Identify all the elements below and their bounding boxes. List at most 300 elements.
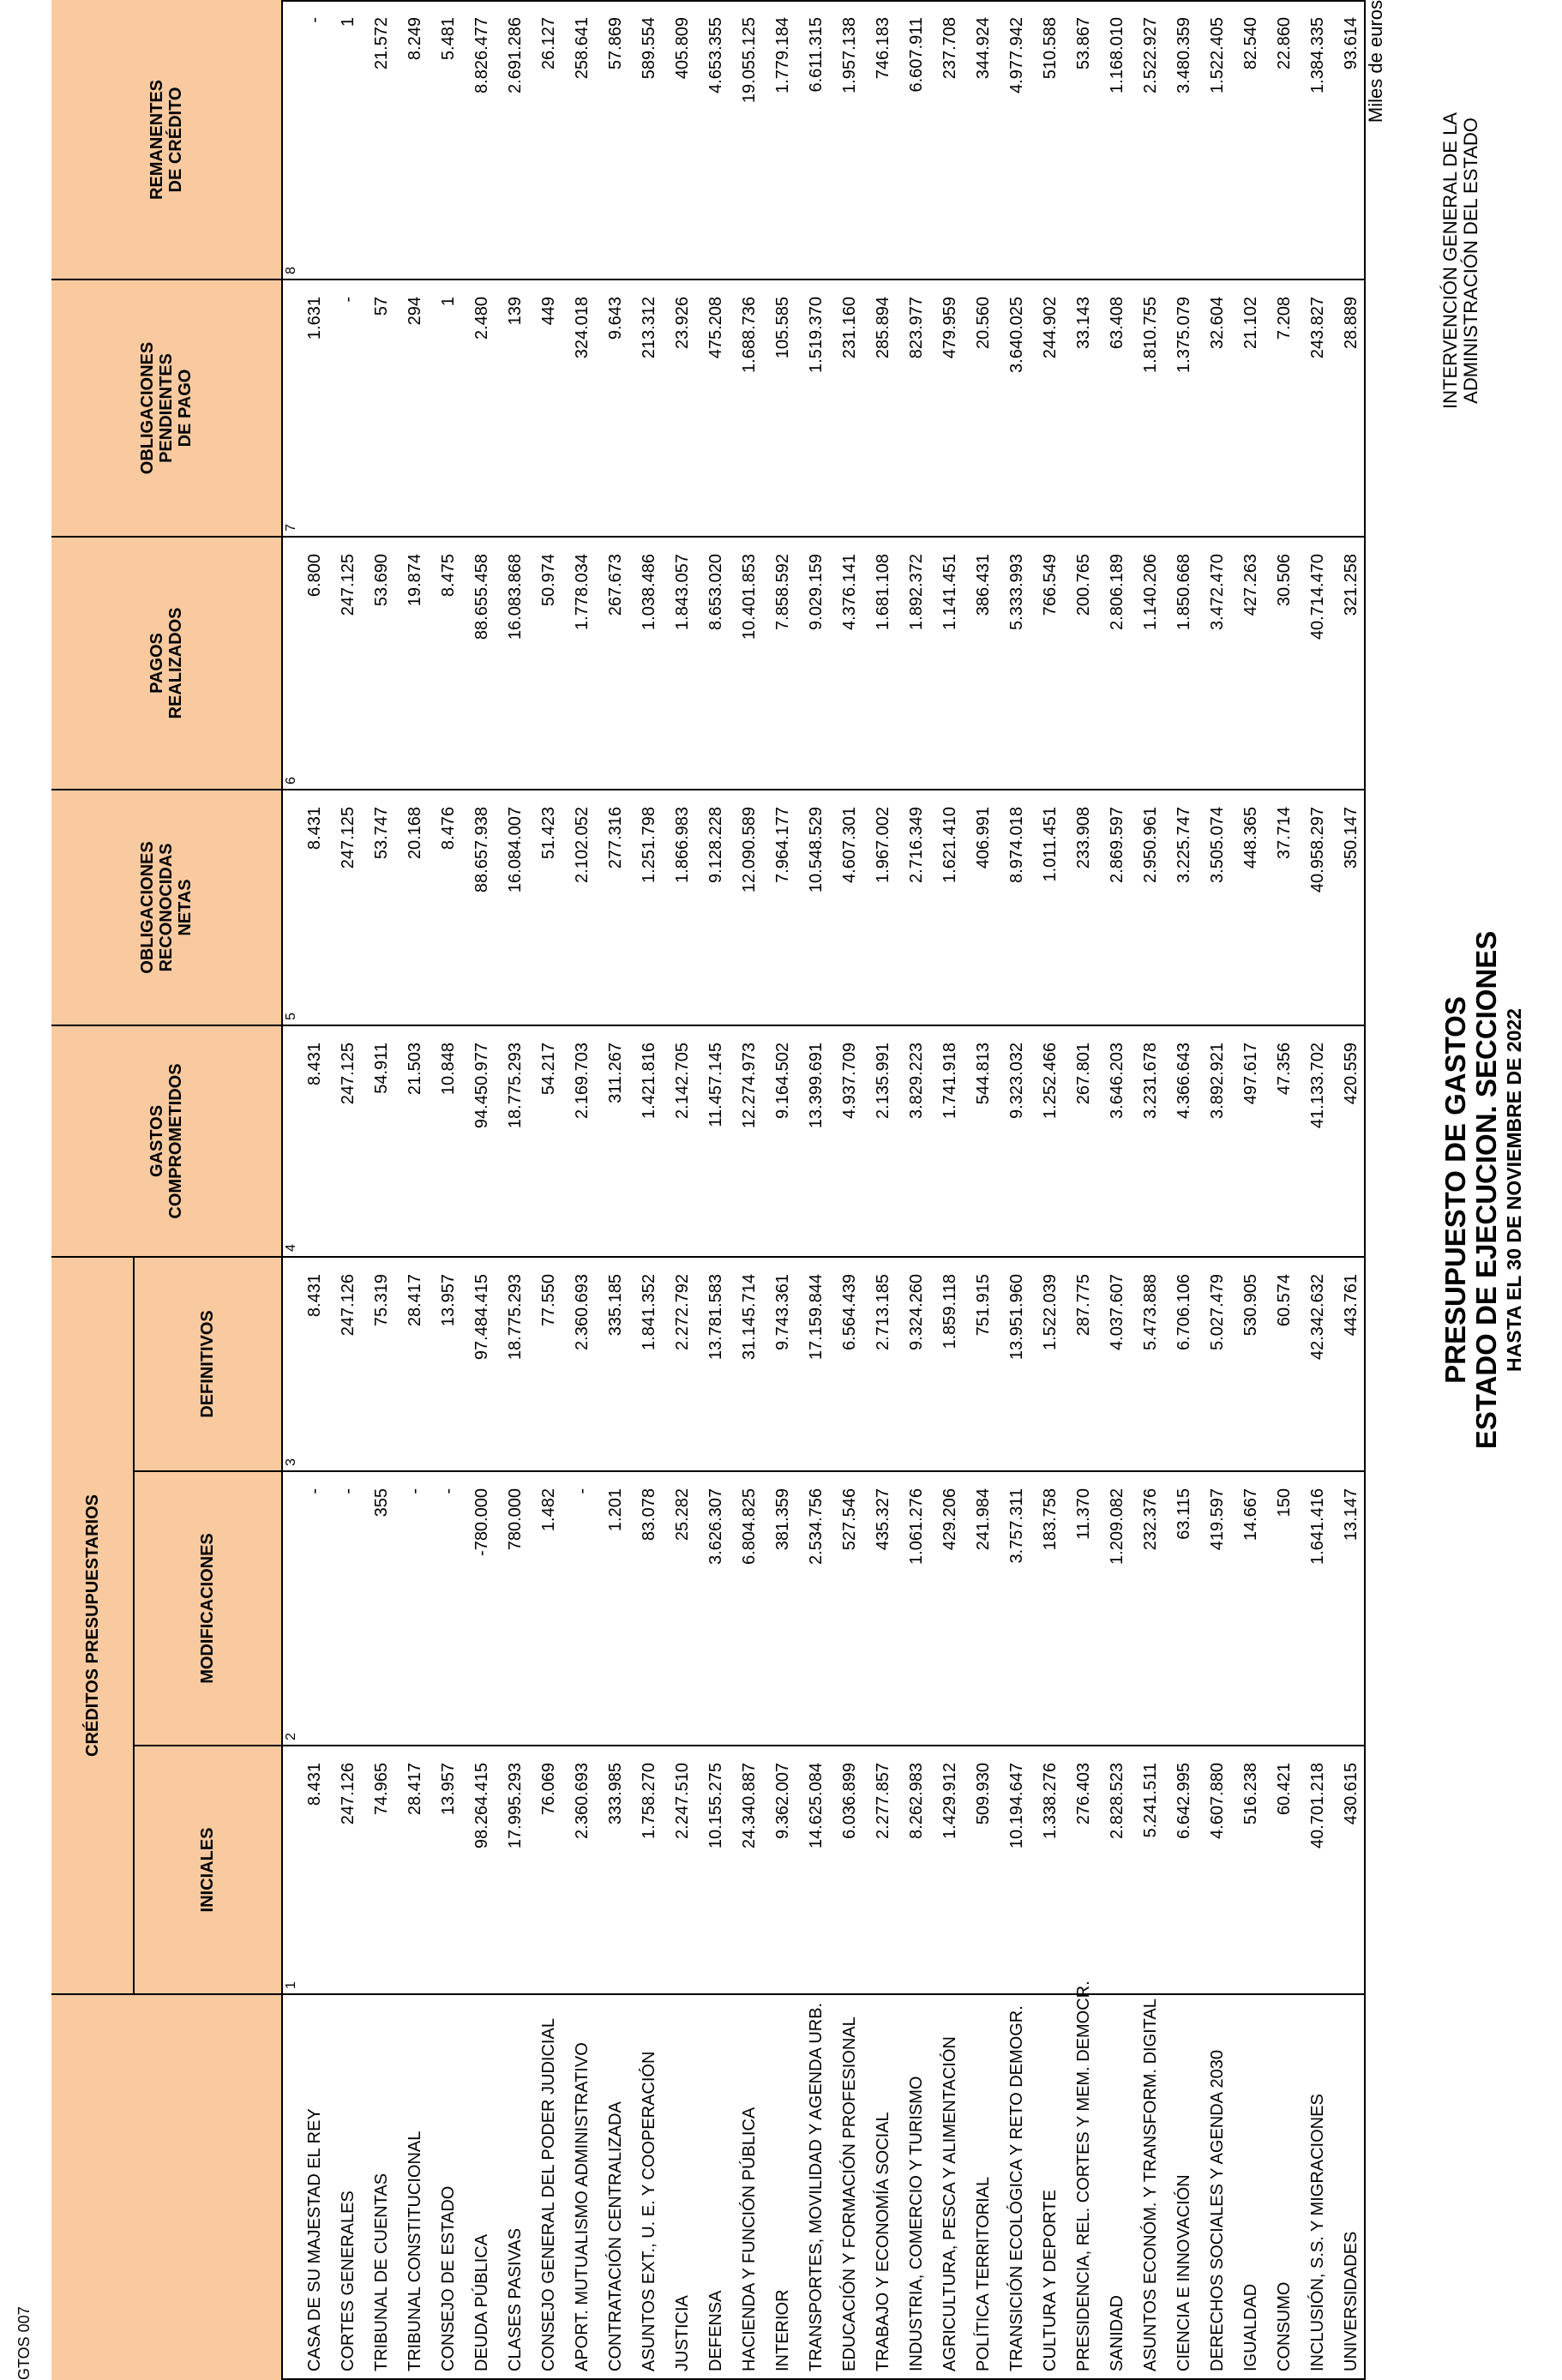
row-section-name: IGUALDAD — [1241, 2283, 1260, 2371]
budget-table — [51, 0, 1366, 2380]
cell-col-3: 5.027.479 — [1208, 1274, 1227, 1350]
cell-col-3: 2.360.693 — [573, 1274, 592, 1350]
cell-col-6: 321.258 — [1342, 554, 1361, 616]
table-row — [466, 0, 499, 2380]
cell-col-2: - — [406, 1488, 424, 1494]
cell-col-8: 344.924 — [974, 17, 993, 80]
group-divider-line — [133, 1257, 135, 1994]
cell-col-5: 10.548.529 — [807, 807, 826, 893]
cell-col-3: 751.915 — [974, 1274, 993, 1337]
cell-col-2: 419.597 — [1208, 1488, 1227, 1551]
row-section-name: CONSUMO — [1275, 2281, 1294, 2371]
cell-col-3: 18.775.293 — [506, 1274, 525, 1361]
cell-col-1: 509.930 — [974, 1763, 993, 1825]
cell-col-7: - — [339, 297, 357, 303]
table-row — [867, 0, 900, 2380]
cell-col-5: 8.974.018 — [1007, 807, 1026, 883]
cell-col-6: 1.140.206 — [1141, 554, 1160, 630]
cell-col-6: 1.778.034 — [573, 554, 592, 630]
table-row — [365, 0, 399, 2380]
cell-col-8: 1.522.405 — [1208, 17, 1227, 93]
row-section-name: CIENCIA E INNOVACIÓN — [1175, 2174, 1193, 2371]
column-number-3: 3 — [284, 1458, 298, 1466]
table-row — [833, 0, 867, 2380]
cell-col-4: 4.366.643 — [1175, 1043, 1193, 1119]
cell-col-6: 88.655.458 — [472, 554, 491, 640]
cell-col-6: 4.376.141 — [840, 554, 859, 630]
cell-col-3: 443.761 — [1342, 1274, 1361, 1337]
cell-col-3: 1.841.352 — [640, 1274, 658, 1350]
cell-col-6: 267.673 — [606, 554, 625, 616]
cell-col-5: 8.431 — [305, 807, 324, 850]
cell-col-1: 60.421 — [1275, 1763, 1294, 1816]
cell-col-8: 82.540 — [1241, 17, 1260, 70]
row-section-name: UNIVERSIDADES — [1342, 2231, 1361, 2371]
cell-col-3: 9.743.361 — [773, 1274, 792, 1350]
cell-col-7: 2.480 — [472, 297, 491, 340]
row-section-name: DEFENSA — [706, 2290, 725, 2371]
cell-col-2: 2.534.756 — [807, 1488, 826, 1565]
cell-col-7: 243.827 — [1308, 297, 1327, 359]
cell-col-8: 21.572 — [372, 17, 391, 70]
table-row — [1335, 0, 1368, 2380]
cell-col-1: 276.403 — [1074, 1763, 1093, 1825]
cell-col-7: 231.160 — [840, 297, 859, 359]
cell-col-6: 200.765 — [1074, 554, 1093, 616]
cell-col-8: 6.611.315 — [807, 17, 826, 93]
cell-col-4: 2.135.991 — [874, 1043, 892, 1119]
table-row — [1067, 0, 1101, 2380]
row-section-name: CULTURA Y DEPORTE — [1041, 2190, 1060, 2371]
table-row — [1101, 0, 1134, 2380]
cell-col-7: 28.889 — [1342, 297, 1361, 350]
cell-col-1: 333.985 — [606, 1763, 625, 1825]
cell-col-5: 2.950.961 — [1141, 807, 1160, 883]
cell-col-7: 1 — [439, 297, 458, 307]
cell-col-4: 10.848 — [439, 1043, 458, 1096]
cell-col-3: 287.775 — [1074, 1274, 1093, 1337]
cell-col-5: 3.225.747 — [1175, 807, 1193, 883]
cell-col-7: 139 — [506, 297, 525, 326]
cell-col-8: 258.641 — [573, 17, 592, 80]
cell-col-6: 8.653.020 — [706, 554, 725, 630]
cell-col-1: 430.615 — [1342, 1763, 1361, 1825]
cell-col-1: 516.238 — [1241, 1763, 1260, 1825]
cell-col-5: 406.991 — [974, 807, 993, 869]
table-row — [1000, 0, 1034, 2380]
column-number-7: 7 — [284, 524, 298, 532]
cell-col-1: 2.277.857 — [874, 1763, 892, 1839]
cell-col-8: 6.607.911 — [907, 17, 926, 93]
cell-col-5: 1.621.410 — [940, 807, 959, 883]
cell-col-6: 19.874 — [406, 554, 424, 607]
cell-col-3: 9.324.260 — [907, 1274, 926, 1350]
cell-col-6: 1.892.372 — [907, 554, 926, 630]
cell-col-4: 9.323.032 — [1007, 1043, 1026, 1119]
row-section-name: TRIBUNAL DE CUENTAS — [372, 2173, 391, 2371]
row-section-name: JUSTICIA — [673, 2295, 692, 2371]
cell-col-3: 17.159.844 — [807, 1274, 826, 1361]
cell-col-6: 247.125 — [339, 554, 357, 616]
page-date: HASTA EL 30 DE NOVIEMBRE DE 2022 — [1503, 1008, 1525, 1372]
cell-col-4: 12.274.973 — [740, 1043, 759, 1129]
cell-col-8: 510.588 — [1041, 17, 1060, 80]
row-section-name: INTERIOR — [773, 2289, 792, 2371]
cell-col-7: 57 — [372, 297, 391, 316]
cell-col-6: 50.974 — [539, 554, 558, 607]
cell-col-8: 93.614 — [1342, 17, 1361, 70]
row-section-name: CONSEJO GENERAL DEL PODER JUDICIAL — [539, 2018, 558, 2371]
table-row — [566, 0, 599, 2380]
cell-col-7: 1.810.755 — [1141, 297, 1160, 373]
cell-col-1: 10.155.275 — [706, 1763, 725, 1849]
table-row — [532, 0, 566, 2380]
cell-col-4: 94.450.977 — [472, 1043, 491, 1129]
cell-col-1: 9.362.007 — [773, 1763, 792, 1839]
cell-col-6: 30.506 — [1275, 554, 1294, 607]
cell-col-7: 823.977 — [907, 297, 926, 359]
cell-col-1: 8.262.983 — [907, 1763, 926, 1839]
table-row — [1168, 0, 1201, 2380]
cell-col-6: 3.472.470 — [1208, 554, 1227, 630]
cell-col-8: 22.860 — [1275, 17, 1294, 70]
table-row — [599, 0, 633, 2380]
table-row — [432, 0, 466, 2380]
cell-col-5: 277.316 — [606, 807, 625, 869]
cell-col-8: 2.522.927 — [1141, 17, 1160, 93]
table-row — [633, 0, 666, 2380]
cell-col-4: 311.267 — [606, 1043, 625, 1103]
cell-col-7: 20.560 — [974, 297, 993, 350]
cell-col-7: 7.208 — [1275, 297, 1294, 340]
cell-col-3: 4.037.607 — [1108, 1274, 1126, 1350]
cell-col-6: 7.858.592 — [773, 554, 792, 630]
row-section-name: CASA DE SU MAJESTAD EL REY — [305, 2108, 324, 2371]
table-row — [967, 0, 1000, 2380]
cell-col-8: 1.168.010 — [1108, 17, 1126, 93]
cell-col-2: 83.078 — [640, 1488, 658, 1542]
cell-col-1: 10.194.647 — [1007, 1763, 1026, 1849]
cell-col-8: 5.481 — [439, 17, 458, 61]
cell-col-7: 63.408 — [1108, 297, 1126, 350]
cell-col-8: 1 — [339, 17, 357, 27]
cell-col-2: 3.757.311 — [1007, 1488, 1026, 1564]
cell-col-1: 1.338.276 — [1041, 1763, 1060, 1839]
cell-col-2: 1.061.276 — [907, 1488, 926, 1565]
cell-col-4: 18.775.293 — [506, 1043, 525, 1129]
cell-col-5: 12.090.589 — [740, 807, 759, 893]
cell-col-6: 5.333.993 — [1007, 554, 1026, 630]
cell-col-2: 435.327 — [874, 1488, 892, 1551]
cell-col-2: 150 — [1275, 1488, 1294, 1518]
table-row — [298, 0, 332, 2380]
cell-col-5: 16.084.007 — [506, 807, 525, 893]
cell-col-6: 2.806.189 — [1108, 554, 1126, 630]
cell-col-5: 350.147 — [1342, 807, 1361, 869]
cell-col-5: 233.908 — [1074, 807, 1093, 869]
cell-col-2: 1.482 — [539, 1488, 558, 1532]
cell-col-8: 1.957.138 — [840, 17, 859, 93]
cell-col-8: 8.826.477 — [472, 17, 491, 93]
cell-col-3: 13.951.960 — [1007, 1274, 1026, 1361]
cell-col-1: 40.701.218 — [1308, 1763, 1327, 1849]
cell-col-4: 2.142.705 — [673, 1043, 692, 1119]
cell-col-3: 75.319 — [372, 1274, 391, 1327]
cell-col-5: 1.011.451 — [1041, 807, 1060, 882]
cell-col-4: 544.813 — [974, 1043, 993, 1105]
cell-col-7: 294 — [406, 297, 424, 326]
footer-code: GTOS 007 — [15, 2306, 33, 2380]
column-number-1: 1 — [284, 1981, 298, 1989]
cell-col-1: 13.957 — [439, 1763, 458, 1816]
cell-col-4: 9.164.502 — [773, 1043, 792, 1119]
cell-col-3: 77.550 — [539, 1274, 558, 1327]
column-number-4: 4 — [284, 1244, 298, 1252]
cell-col-2: 3.626.307 — [706, 1488, 725, 1565]
cell-col-7: 32.604 — [1208, 297, 1227, 350]
cell-col-4: 2.169.703 — [573, 1043, 592, 1119]
cell-col-2: 25.282 — [673, 1488, 692, 1542]
cell-col-5: 20.168 — [406, 807, 424, 860]
cell-col-3: 2.713.185 — [874, 1274, 892, 1350]
cell-col-4: 4.937.709 — [840, 1043, 859, 1119]
cell-col-4: 47.356 — [1275, 1043, 1294, 1096]
row-section-name: CORTES GENERALES — [339, 2191, 357, 2371]
cell-col-7: 475.208 — [706, 297, 725, 359]
cell-col-2: 14.667 — [1241, 1488, 1260, 1542]
cell-col-6: 10.401.853 — [740, 554, 759, 640]
cell-col-1: 4.607.880 — [1208, 1763, 1227, 1839]
cell-col-5: 2.102.052 — [573, 807, 592, 883]
cell-col-4: 267.801 — [1074, 1043, 1093, 1105]
cell-col-2: 381.359 — [773, 1488, 792, 1551]
table-row — [1268, 0, 1301, 2380]
cell-col-5: 7.964.177 — [773, 807, 792, 883]
row-section-name: CLASES PASIVAS — [506, 2227, 525, 2371]
header-bottom-line — [281, 0, 283, 2380]
cell-col-5: 1.251.798 — [640, 807, 658, 883]
cell-col-8: 57.869 — [606, 17, 625, 70]
cell-col-2: - — [439, 1488, 458, 1494]
row-section-name: INDUSTRIA, COMERCIO Y TURISMO — [907, 2076, 926, 2371]
cell-col-8: 26.127 — [539, 17, 558, 70]
cell-col-7: 1.688.736 — [740, 297, 759, 373]
column-header-2: MODIFICACIONES — [133, 1471, 281, 1746]
row-section-name: EDUCACIÓN Y FORMACIÓN PROFESIONAL — [840, 2016, 859, 2371]
cell-col-1: 1.429.912 — [940, 1763, 959, 1839]
table-row — [934, 0, 967, 2380]
cell-col-6: 53.690 — [372, 554, 391, 607]
cell-col-1: 2.247.510 — [673, 1763, 692, 1839]
cell-col-2: - — [305, 1488, 324, 1494]
cell-col-1: 98.264.415 — [472, 1763, 491, 1849]
cell-col-3: 5.473.888 — [1141, 1274, 1160, 1350]
cell-col-5: 3.505.074 — [1208, 807, 1227, 883]
cell-col-4: 1.421.816 — [640, 1043, 658, 1119]
cell-col-4: 8.431 — [305, 1043, 324, 1086]
cell-col-3: 28.417 — [406, 1274, 424, 1327]
cell-col-1: 5.241.511 — [1141, 1763, 1160, 1838]
cell-col-8: 4.653.355 — [706, 17, 725, 93]
cell-col-3: 13.781.583 — [706, 1274, 725, 1361]
column-header-1: INICIALES — [133, 1746, 281, 1994]
column-number-2: 2 — [284, 1733, 298, 1740]
cell-col-6: 8.475 — [439, 554, 458, 598]
org-line-1: INTERVENCIÓN GENERAL DE LA — [1439, 112, 1461, 409]
cell-col-4: 247.125 — [339, 1043, 357, 1105]
cell-col-5: 4.607.301 — [840, 807, 859, 883]
cell-col-5: 37.714 — [1275, 807, 1294, 860]
cell-col-2: 527.546 — [840, 1488, 859, 1551]
units-label: Miles de euros — [1365, 0, 1386, 123]
column-header-7: OBLIGACIONES PENDIENTES DE PAGO — [51, 279, 281, 537]
cell-col-7: 33.143 — [1074, 297, 1093, 350]
org-line-2: ADMINISTRACIÓN DEL ESTADO — [1460, 117, 1481, 404]
cell-col-4: 54.911 — [372, 1043, 391, 1094]
cell-col-2: 183.758 — [1041, 1488, 1060, 1551]
cell-col-2: - — [573, 1488, 592, 1494]
cell-col-2: 6.804.825 — [740, 1488, 759, 1565]
cell-col-5: 247.125 — [339, 807, 357, 869]
cell-col-2: 13.147 — [1342, 1488, 1361, 1542]
cell-col-3: 2.272.792 — [673, 1274, 692, 1350]
row-section-name: PRESIDENCIA, REL. CORTES Y MEM. DEMOCR. — [1074, 1980, 1093, 2371]
cell-col-3: 247.126 — [339, 1274, 357, 1337]
cell-col-3: 335.185 — [606, 1274, 625, 1337]
cell-col-1: 28.417 — [406, 1763, 424, 1816]
cell-col-4: 3.646.203 — [1108, 1043, 1126, 1119]
table-row — [766, 0, 800, 2380]
cell-col-8: 19.055.125 — [740, 17, 759, 104]
cell-col-5: 1.866.983 — [673, 807, 692, 883]
cell-col-6: 766.549 — [1041, 554, 1060, 616]
cell-col-5: 53.747 — [372, 807, 391, 860]
cell-col-5: 448.365 — [1241, 807, 1260, 869]
cell-col-1: 2.360.693 — [573, 1763, 592, 1839]
cell-col-2: 1.201 — [606, 1488, 625, 1532]
cell-col-6: 427.263 — [1241, 554, 1260, 616]
column-header-3: DEFINITIVOS — [133, 1257, 281, 1471]
cell-col-6: 1.038.486 — [640, 554, 658, 630]
cell-col-4: 21.503 — [406, 1043, 424, 1096]
cell-col-2: - — [339, 1488, 357, 1494]
table-row — [900, 0, 934, 2380]
table-row — [1235, 0, 1268, 2380]
group-header-creditos: CRÉDITOS PRESUPUESTARIOS — [51, 1257, 133, 1994]
cell-col-2: 63.115 — [1175, 1488, 1193, 1540]
cell-col-5: 88.657.938 — [472, 807, 491, 893]
row-section-name: DERECHOS SOCIALES Y AGENDA 2030 — [1208, 2050, 1227, 2371]
cell-col-1: 6.036.899 — [840, 1763, 859, 1839]
cell-col-3: 1.859.118 — [940, 1274, 959, 1349]
cell-col-3: 60.574 — [1275, 1274, 1294, 1327]
cell-col-4: 41.133.702 — [1308, 1043, 1327, 1129]
column-number-6: 6 — [284, 777, 298, 784]
cell-col-3: 8.431 — [305, 1274, 324, 1318]
cell-col-3: 6.706.106 — [1175, 1274, 1193, 1350]
cell-col-7: 213.312 — [640, 297, 658, 359]
table-row — [1301, 0, 1335, 2380]
table-row — [666, 0, 700, 2380]
cell-col-1: 17.995.293 — [506, 1763, 525, 1849]
row-section-name: CONTRATACIÓN CENTRALIZADA — [606, 2101, 625, 2371]
cell-col-3: 42.342.632 — [1308, 1274, 1327, 1361]
column-number-8: 8 — [284, 267, 298, 274]
cell-col-8: 237.708 — [940, 17, 959, 80]
cell-col-4: 3.892.921 — [1208, 1043, 1227, 1119]
cell-col-8: 1.779.184 — [773, 17, 792, 93]
row-section-name: APORT. MUTUALISMO ADMINISTRATIVO — [573, 2042, 592, 2371]
cell-col-2: 11.370 — [1074, 1488, 1093, 1540]
cell-col-1: 2.828.523 — [1108, 1763, 1126, 1839]
cell-col-3: 1.522.039 — [1041, 1274, 1060, 1350]
row-section-name: HACIENDA Y FUNCIÓN PÚBLICA — [740, 2107, 759, 2371]
row-section-name: CONSEJO DE ESTADO — [439, 2185, 458, 2371]
cell-col-4: 1.252.466 — [1041, 1043, 1060, 1119]
cell-col-4: 497.617 — [1241, 1043, 1260, 1105]
cell-col-2: 355 — [372, 1488, 391, 1518]
cell-col-7: 324.018 — [573, 297, 592, 359]
cell-col-2: 232.376 — [1141, 1488, 1160, 1551]
column-header-4: GASTOS COMPROMETIDOS — [51, 1025, 281, 1257]
row-section-name: TRIBUNAL CONSTITUCIONAL — [406, 2131, 424, 2371]
cell-col-5: 51.423 — [539, 807, 558, 860]
cell-col-2: 429.206 — [940, 1488, 959, 1551]
cell-col-7: 9.643 — [606, 297, 625, 340]
cell-col-8: 53.867 — [1074, 17, 1093, 70]
table-row — [733, 0, 766, 2380]
row-section-name: TRANSPORTES, MOVILIDAD Y AGENDA URB. — [807, 2002, 826, 2371]
cell-col-7: 1.375.079 — [1175, 297, 1193, 373]
cell-col-1: 74.965 — [372, 1763, 391, 1816]
row-section-name: TRANSICIÓN ECOLÓGICA Y RETO DEMOGR. — [1007, 2005, 1026, 2371]
cell-col-7: 285.894 — [874, 297, 892, 359]
cell-col-6: 16.083.868 — [506, 554, 525, 640]
column-header-6: PAGOS REALIZADOS — [51, 537, 281, 790]
cell-col-6: 9.029.159 — [807, 554, 826, 630]
cell-col-8: 2.691.286 — [506, 17, 525, 93]
row-section-name: AGRICULTURA, PESCA Y ALIMENTACIÓN — [940, 2036, 959, 2371]
cell-col-7: 479.959 — [940, 297, 959, 359]
cell-col-2: 1.641.416 — [1308, 1488, 1327, 1565]
cell-col-2: 1.209.082 — [1108, 1488, 1126, 1565]
row-section-name: POLÍTICA TERRITORIAL — [974, 2176, 993, 2371]
cell-col-1: 14.625.084 — [807, 1763, 826, 1849]
row-section-name: INCLUSIÓN, S.S. Y MIGRACIONES — [1308, 2094, 1327, 2371]
cell-col-3: 31.145.714 — [740, 1274, 759, 1361]
table-row — [1034, 0, 1067, 2380]
cell-col-7: 449 — [539, 297, 558, 326]
column-header-5: OBLIGACIONES RECONOCIDAS NETAS — [51, 790, 281, 1025]
table-row — [1134, 0, 1168, 2380]
cell-col-6: 1.141.451 — [940, 554, 959, 630]
cell-col-6: 1.850.668 — [1175, 554, 1193, 630]
cell-col-5: 40.958.297 — [1308, 807, 1327, 893]
cell-col-8: 4.977.942 — [1007, 17, 1026, 93]
cell-col-4: 1.741.918 — [940, 1043, 959, 1119]
table-row — [399, 0, 432, 2380]
cell-col-8: 3.480.359 — [1175, 17, 1193, 93]
row-section-name: ASUNTOS EXT., U. E. Y COOPERACIÓN — [640, 2051, 658, 2371]
cell-col-8: 8.249 — [406, 17, 424, 61]
cell-col-1: 76.069 — [539, 1763, 558, 1816]
cell-col-7: 105.585 — [773, 297, 792, 359]
cell-col-3: 530.905 — [1241, 1274, 1260, 1337]
cell-col-6: 40.714.470 — [1308, 554, 1327, 640]
cell-col-4: 11.457.145 — [706, 1043, 725, 1127]
cell-col-1: 1.758.270 — [640, 1763, 658, 1839]
row-section-name: ASUNTOS ECONÓM. Y TRANSFORM. DIGITAL — [1141, 1998, 1160, 2371]
